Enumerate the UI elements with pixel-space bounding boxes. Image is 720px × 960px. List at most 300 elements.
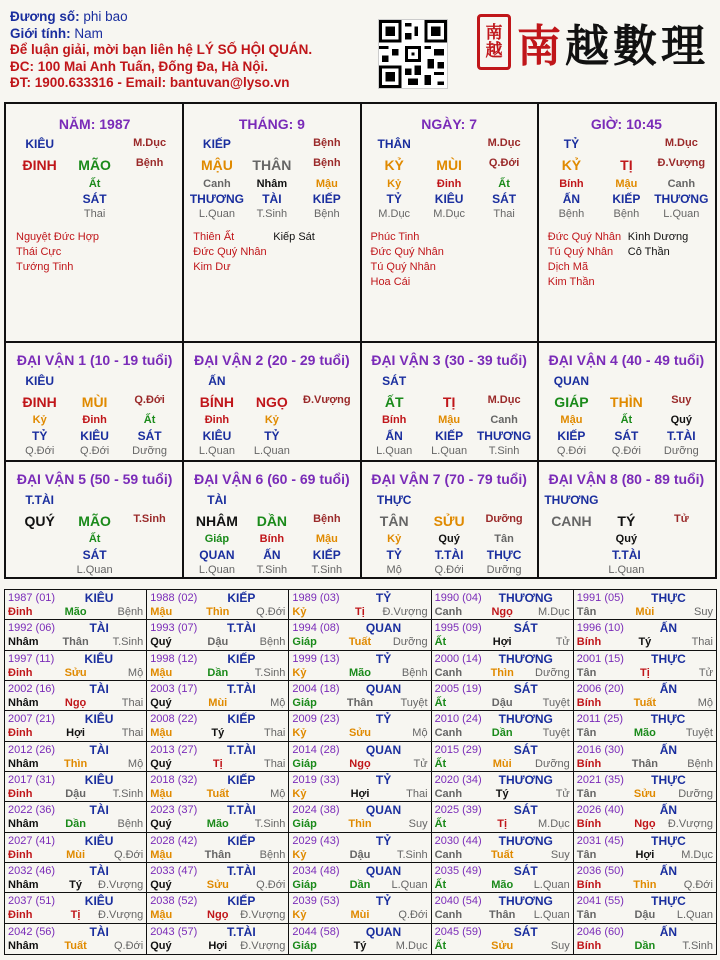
year-stem: Bính	[576, 879, 602, 891]
year-cell	[147, 590, 289, 620]
year-branch: Thân	[204, 848, 231, 861]
year-header	[577, 925, 713, 939]
year-cell	[432, 742, 574, 772]
year-header	[8, 773, 143, 787]
year-star: KIÊU	[84, 651, 114, 666]
year-header	[292, 834, 427, 848]
year-label: 2005 (19)	[434, 683, 482, 695]
hidden-phase: Q.Đới	[25, 445, 55, 457]
year-stem: Quý	[150, 818, 172, 831]
branch-phase: Bệnh	[135, 157, 164, 169]
year-header	[8, 682, 143, 696]
year-header	[292, 743, 427, 757]
year-pillar	[292, 696, 427, 710]
year-label: 2028 (42)	[150, 834, 198, 847]
hidden-stem: Quý	[438, 533, 460, 545]
hidden-star: THỰC	[486, 548, 522, 562]
year-stem: Kỷ	[292, 848, 307, 861]
year-cell	[432, 802, 574, 832]
year-header	[435, 773, 570, 787]
year-label: 2039 (53)	[292, 895, 340, 908]
year-stem: Giáp	[292, 697, 317, 709]
year-label: 2019 (33)	[292, 774, 340, 786]
dai-van-star: ẤN	[208, 374, 226, 388]
dai-van-5	[6, 461, 183, 577]
year-pillar	[577, 666, 713, 680]
year-pillar	[292, 757, 427, 771]
year-cell	[5, 651, 147, 681]
year-pillar	[8, 817, 143, 831]
year-header	[435, 803, 570, 817]
year-star: T.TÀI	[227, 621, 256, 636]
year-label: 2022 (36)	[8, 804, 56, 817]
dai-van-star: SÁT	[382, 374, 407, 388]
year-cell	[147, 772, 289, 802]
year-branch: Dần	[65, 818, 86, 831]
hidden-star: THƯƠNG	[476, 429, 532, 443]
year-cell	[574, 863, 716, 893]
year-star: TÀI	[89, 803, 109, 818]
hidden-stem: Đinh	[436, 178, 462, 190]
year-cell	[574, 742, 716, 772]
hidden-star: ẤN	[562, 192, 581, 206]
dai-van-8	[538, 461, 715, 577]
hidden-star: KIẾP	[435, 429, 464, 443]
heavenly-phase: M.Dục	[664, 137, 698, 149]
hidden-stem: Tân	[494, 533, 514, 545]
hidden-phase: Bệnh	[613, 208, 640, 220]
year-branch: Sửu	[633, 788, 656, 800]
heavenly-stem: TÂN	[379, 513, 409, 529]
year-stem: Tân	[576, 909, 597, 922]
special-star: Nguyệt Đức Hợp	[16, 231, 100, 243]
qr-code[interactable]	[378, 19, 448, 89]
year-star: KIẾP	[227, 651, 256, 666]
year-label: 1998 (12)	[150, 652, 198, 665]
special-star: Đức Quý Nhân	[193, 246, 267, 258]
year-label: 2041 (55)	[576, 895, 624, 908]
year-cell	[147, 620, 289, 650]
earthly-branch: DẦN	[256, 513, 288, 529]
heavenly-stem: BÍNH	[199, 394, 235, 410]
year-label: 1996 (10)	[576, 622, 624, 635]
hidden-phase: M.Dục	[433, 208, 466, 220]
year-label: 2036 (50)	[576, 865, 624, 877]
year-header	[150, 834, 285, 848]
year-stem: Mậu	[150, 727, 173, 740]
dai-van-title: ĐẠI VẬN 5 (50 - 59 tuổi)	[16, 471, 173, 487]
year-phase: Suy	[694, 606, 713, 618]
year-label: 2023 (37)	[150, 804, 198, 817]
year-header	[435, 712, 570, 726]
year-cell	[289, 772, 431, 802]
year-branch: Dậu	[207, 636, 229, 649]
year-stem: Quý	[150, 757, 172, 770]
year-pillar	[292, 878, 427, 892]
hidden-stem: Bính	[559, 178, 584, 190]
heavenly-stem: KỶ	[384, 157, 404, 173]
hidden-phase: Q.Đới	[556, 445, 587, 457]
year-star: TỶ	[375, 894, 392, 909]
year-header	[8, 803, 143, 817]
year-label: 2025 (39)	[434, 804, 482, 817]
year-cell	[5, 772, 147, 802]
year-stem: Kỷ	[292, 606, 307, 618]
year-stem: Canh	[434, 606, 463, 618]
hidden-phase: Q.Đới	[80, 445, 110, 457]
year-branch: Dần	[491, 727, 513, 740]
year-phase: Q.Đới	[683, 879, 713, 891]
year-label: 1988 (02)	[150, 592, 198, 604]
hidden-stem: Đinh	[82, 414, 107, 426]
year-stem: Quý	[150, 636, 172, 649]
year-label: 2015 (29)	[434, 743, 482, 756]
year-phase: Suy	[550, 848, 570, 861]
earthly-branch: TỊ	[442, 394, 456, 410]
year-stem: Kỷ	[292, 727, 307, 740]
year-star: THỰC	[651, 651, 686, 666]
hidden-stem: Mậu	[560, 414, 583, 426]
hidden-star: KIẾP	[612, 192, 641, 206]
heavenly-stem: GIÁP	[554, 394, 589, 410]
branch-phase: Q.Đới	[134, 394, 165, 406]
year-header	[150, 743, 285, 757]
hidden-stem: Bính	[259, 533, 285, 545]
hidden-stem: Mậu	[315, 533, 338, 545]
year-cell	[5, 924, 147, 954]
hidden-stem: Ất	[88, 533, 101, 545]
year-pillar	[8, 635, 143, 649]
earthly-branch: SỬU	[433, 513, 465, 529]
year-cell	[432, 924, 574, 954]
dai-van-6	[183, 461, 360, 577]
hidden-stem: Canh	[667, 178, 696, 190]
year-star: THƯƠNG	[498, 591, 553, 605]
year-branch: Dậu	[634, 909, 656, 922]
year-phase: Q.Đới	[256, 606, 286, 618]
hidden-star: TỶ	[32, 429, 48, 443]
year-pillar	[8, 757, 143, 771]
year-header	[150, 894, 285, 908]
year-phase: Dưỡng	[535, 666, 570, 679]
pillar-title: GIỜ: 10:45	[590, 116, 662, 132]
year-phase: Thai	[121, 727, 144, 740]
year-branch: Tý	[69, 879, 82, 891]
year-phase: Dưỡng	[535, 757, 570, 770]
year-pillar	[8, 666, 143, 680]
year-cell	[289, 742, 431, 772]
year-branch: Mão	[206, 818, 229, 831]
year-branch: Mùi	[635, 606, 655, 618]
heavenly-stem: ẤT	[384, 394, 404, 410]
year-star: THỰC	[650, 712, 686, 727]
dai-van-2	[183, 342, 360, 461]
year-cell	[574, 620, 716, 650]
special-star: Đức Quý Nhân	[547, 231, 622, 243]
earthly-branch: MÙI	[81, 394, 108, 410]
year-header	[8, 652, 143, 666]
year-stem: Đinh	[8, 727, 33, 740]
year-phase: Tử	[698, 666, 713, 679]
dai-van-star: THƯƠNG	[544, 493, 599, 507]
year-pillar	[577, 939, 713, 953]
year-branch: Sửu	[64, 666, 87, 679]
year-pillar	[292, 726, 427, 740]
hidden-star: TỶ	[386, 192, 402, 206]
hidden-stem: Bính	[381, 414, 407, 426]
owner-name: phi bao	[83, 9, 128, 24]
year-phase: Q.Đới	[113, 939, 144, 952]
year-stem: Canh	[434, 848, 463, 861]
year-label: 2016 (30)	[576, 743, 624, 756]
hidden-stem: Ất	[88, 178, 101, 190]
year-stem: Mậu	[150, 848, 173, 861]
year-star: ẤN	[659, 924, 678, 939]
year-label: 2012 (26)	[8, 743, 56, 756]
special-stars-left	[193, 230, 266, 275]
header-info	[10, 9, 380, 92]
year-stem: Canh	[434, 909, 463, 922]
year-star: ẤN	[659, 864, 678, 878]
year-branch: Ngọ	[207, 909, 229, 922]
year-cell	[147, 651, 289, 681]
year-stem: Kỷ	[292, 788, 307, 800]
hidden-star: KIẾP	[312, 548, 341, 562]
year-stem: Quý	[150, 939, 172, 952]
year-star: KIÊU	[84, 591, 114, 605]
red-seal-stamp: 南越	[477, 14, 511, 70]
year-cell	[574, 893, 716, 923]
year-phase: Bệnh	[259, 848, 286, 861]
year-label: 1987 (01)	[8, 592, 56, 604]
earthly-branch: TÝ	[617, 513, 636, 529]
year-star: T.TÀI	[227, 803, 256, 818]
year-pillar	[292, 787, 427, 801]
year-branch: Thìn	[63, 757, 88, 770]
logo-chars: 越數理	[565, 21, 709, 72]
branch-phase: M.Dục	[487, 394, 521, 406]
year-phase: M.Dục	[538, 818, 570, 831]
year-phase: M.Dục	[395, 939, 428, 952]
year-pillar	[435, 726, 570, 740]
year-label: 2011 (25)	[576, 713, 624, 726]
year-label: 2001 (15)	[576, 652, 624, 665]
year-phase: Tuyệt	[542, 697, 570, 709]
year-header	[150, 652, 285, 666]
dai-van-star: T.TÀI	[25, 493, 55, 507]
year-pillar	[577, 908, 713, 922]
year-star: TỶ	[375, 591, 392, 605]
year-header	[292, 894, 427, 908]
year-pillar	[577, 787, 713, 801]
year-pillar	[150, 817, 285, 831]
owner-label: Đương số:	[10, 9, 80, 24]
year-pillar	[8, 939, 143, 953]
year-label: 2045 (59)	[434, 925, 482, 938]
heavenly-phase: M.Dục	[133, 137, 167, 149]
special-star: Tướng Tinh	[16, 261, 74, 273]
year-stem: Bính	[576, 636, 602, 649]
year-pillar	[150, 787, 285, 801]
special-star: Tú Quý Nhân	[547, 246, 614, 258]
year-cell	[289, 681, 431, 711]
year-cell	[5, 681, 147, 711]
year-stem: Đinh	[8, 909, 33, 922]
year-stem: Ất	[434, 939, 447, 952]
hidden-phase: T.Sinh	[256, 564, 288, 576]
year-phase: Bệnh	[117, 818, 144, 831]
year-cell	[147, 863, 289, 893]
year-label: 1992 (06)	[8, 622, 56, 635]
pillar-title: THÁNG: 9	[238, 116, 305, 132]
year-pillar	[150, 908, 285, 922]
year-star: SÁT	[513, 621, 538, 636]
year-label: 2031 (45)	[576, 834, 624, 847]
year-branch: Mùi	[350, 909, 370, 922]
year-phase: Bệnh	[401, 666, 428, 679]
year-phase: Q.Đới	[398, 909, 428, 922]
year-phase: Mộ	[412, 727, 428, 740]
year-cell	[574, 924, 716, 954]
year-label: 2046 (60)	[576, 925, 624, 938]
year-star: SÁT	[513, 682, 538, 696]
dai-van-title: ĐẠI VẬN 4 (40 - 49 tuổi)	[548, 352, 705, 368]
hidden-star: TÀI	[262, 192, 282, 206]
year-header	[150, 682, 285, 696]
hidden-star: SÁT	[82, 192, 107, 206]
address: ĐC: 100 Mai Anh Tuấn, Đống Đa, Hà Nội.	[10, 58, 269, 74]
year-label: 2008 (22)	[150, 713, 198, 726]
year-cell	[289, 863, 431, 893]
year-pillar	[292, 605, 427, 619]
year-header	[292, 682, 427, 696]
year-stem: Nhâm	[8, 697, 39, 709]
year-branch: Tị	[70, 909, 81, 922]
year-star: THƯƠNG	[498, 894, 553, 909]
year-phase: Đ.Vượng	[98, 879, 144, 891]
year-branch: Thìn	[348, 818, 372, 831]
year-header	[292, 652, 427, 666]
earthly-branch: MÃO	[78, 157, 111, 173]
special-stars-right	[628, 230, 688, 260]
hidden-phase: L.Quan	[376, 445, 413, 457]
year-pillar	[8, 787, 143, 801]
year-cell	[5, 742, 147, 772]
gender-value: Nam	[74, 25, 103, 41]
year-cell	[289, 620, 431, 650]
year-pillar	[435, 908, 570, 922]
year-header	[292, 621, 427, 635]
earthly-branch: MÃO	[78, 513, 111, 529]
year-star: TỶ	[375, 651, 392, 666]
year-branch: Tuất	[64, 939, 87, 952]
year-label: 2010 (24)	[434, 713, 482, 726]
hidden-stem: Đinh	[204, 414, 230, 426]
phone-email[interactable]: ĐT: 1900.633316 - Email: bantuvan@lyso.vn	[10, 75, 290, 90]
year-header	[8, 834, 143, 848]
heavenly-star: KIẾP	[202, 137, 231, 151]
year-label: 2002 (16)	[8, 683, 56, 695]
year-stem: Ất	[434, 636, 447, 649]
branch-phase: Q.Đới	[488, 157, 520, 169]
year-header	[577, 773, 713, 787]
year-phase: Đ.Vượng	[240, 939, 286, 952]
year-stem: Tân	[576, 727, 597, 740]
year-stem: Đinh	[8, 788, 33, 800]
year-header	[435, 834, 570, 848]
year-star: QUAN	[365, 864, 402, 878]
year-stem: Ất	[434, 818, 447, 831]
year-label: 2035 (49)	[434, 865, 482, 877]
year-pillar	[435, 848, 570, 862]
year-header	[577, 743, 713, 757]
year-branch: Dậu	[491, 697, 513, 709]
dai-van-star: THỰC	[376, 493, 412, 507]
year-branch: Dần	[634, 939, 656, 952]
hidden-stem: Quý	[670, 414, 693, 426]
year-branch: Mùi	[66, 848, 86, 861]
hidden-star: ẤN	[385, 429, 403, 443]
year-branch: Tuất	[633, 697, 657, 709]
pillar-title: NGÀY: 7	[421, 116, 477, 132]
dai-van-star: QUAN	[553, 374, 590, 388]
year-cell	[432, 620, 574, 650]
year-cell	[147, 924, 289, 954]
year-cell	[574, 681, 716, 711]
special-star: Phúc Tinh	[370, 231, 420, 243]
year-pillar	[150, 878, 285, 892]
year-phase: L.Quan	[533, 909, 570, 922]
year-branch: Tị	[355, 606, 365, 618]
year-cell	[5, 893, 147, 923]
year-cell	[147, 833, 289, 863]
year-pillar	[8, 696, 143, 710]
year-cell	[432, 590, 574, 620]
year-cell	[289, 651, 431, 681]
year-header	[8, 712, 143, 726]
year-branch: Tị	[639, 666, 650, 679]
year-stem: Tân	[576, 848, 597, 861]
year-stem: Canh	[434, 666, 463, 679]
year-pillar	[8, 605, 143, 619]
year-cell	[432, 772, 574, 802]
year-label: 2021 (35)	[576, 774, 624, 786]
year-cell	[147, 893, 289, 923]
year-stem: Mậu	[150, 909, 173, 922]
year-pillar	[577, 605, 713, 619]
year-header	[292, 803, 427, 817]
pillar-3	[538, 104, 715, 342]
year-pillar	[150, 848, 285, 862]
hidden-star: KIÊU	[202, 429, 232, 443]
year-label: 1995 (09)	[434, 622, 482, 635]
hidden-stem: Mậu	[438, 414, 461, 426]
hidden-phase: Q.Đới	[611, 445, 641, 457]
year-pillar	[292, 635, 427, 649]
year-label: 2014 (28)	[292, 743, 340, 756]
hidden-stem: Ất	[620, 414, 633, 426]
year-pillar	[150, 666, 285, 680]
year-phase: Tuyệt	[685, 727, 713, 740]
year-phase: L.Quan	[391, 879, 428, 891]
earthly-branch: THÂN	[252, 157, 292, 173]
hidden-phase: L.Quan	[198, 564, 235, 576]
year-branch: Mão	[348, 666, 371, 679]
year-phase: Thai	[121, 697, 144, 709]
year-pillar	[435, 696, 570, 710]
branch-phase: Tử	[673, 513, 689, 525]
year-pillar	[577, 635, 713, 649]
